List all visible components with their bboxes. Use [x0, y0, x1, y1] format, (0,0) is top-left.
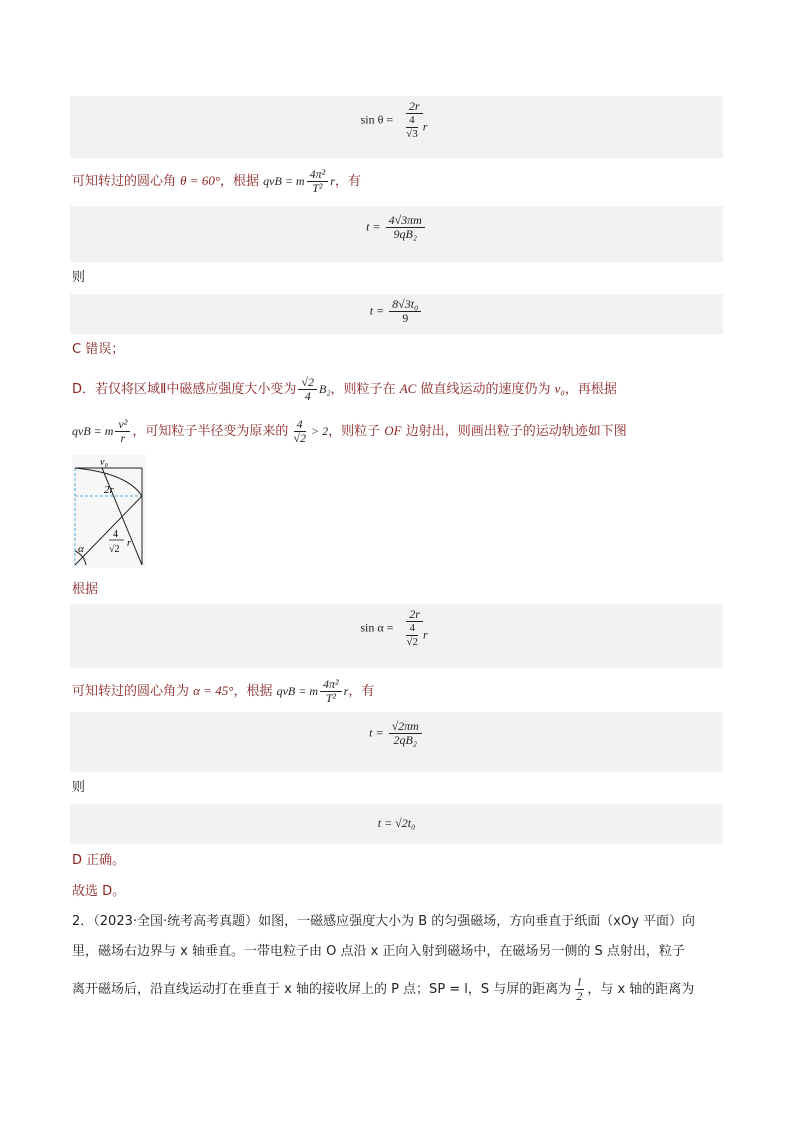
text-then-1: 则 — [72, 270, 86, 285]
svg-text:r: r — [127, 538, 131, 549]
equation-t-3: t = $\frac{√2\pi m}{\text{2qB₂}}$ — [70, 720, 723, 747]
text-option-d-1: D．若仅将区域Ⅱ中磁感应强度大小变为 $\frac{√2}{4}$ B₂，则粒子在 AC 做直线运动的速度仍为 v₀，再根据 — [72, 375, 617, 403]
svg-text:2r: 2r — [104, 484, 114, 496]
text-angle-60: 可知转过的圆心角 θ = 60°，根据 qvB = m $\frac{\text{4π²}}{\text{T²}}$ r，有 — [72, 167, 361, 195]
svg-text:α: α — [78, 543, 84, 555]
equation-t-1: t = $\frac{4√3\pi m}{\text{9qB₂}}$ — [70, 214, 723, 241]
text-angle-45: 可知转过的圆心角为 α = 45°，根据 qvB = m $\frac{\text{4π²}}{\text{T²}}$ r，有 — [72, 677, 375, 705]
svg-text:v₀: v₀ — [100, 457, 108, 468]
text-then-2: 则 — [72, 780, 86, 795]
trajectory-figure — [72, 455, 146, 568]
equation-sin-alpha: sin α = 2r $\frac{4}{√2}$ r — [360, 607, 428, 648]
text-according-to: 根据 — [72, 582, 99, 597]
svg-text:4: 4 — [113, 529, 118, 540]
equation-t-4: t = √2t₀ — [377, 816, 416, 830]
text-option-d-2: qvB = m $\frac{\text{v²}}{r}$ ，可知粒子半径变为原来的 $\frac{4}{√2}$ > 2，则粒子 OF 边射出，则画出粒子的运动轨迹如下图 — [72, 417, 627, 445]
question-2-line-3: 离开磁场后，沿直线运动打在垂直于 x 轴的接收屏上的 P 点；SP = l，S 与屏的距离为 $\frac{l}{2}$ ，与 x 轴的距离为 — [72, 975, 695, 1003]
text-answer: 故选 D。 — [72, 884, 126, 899]
question-2-line-2: 里，磁场右边界与 x 轴垂直。一带电粒子由 O 点沿 x 正向入射到磁场中，在磁场另一侧的 S 点射出，粒子 — [72, 944, 685, 959]
text-c-wrong: C 错误； — [72, 342, 125, 357]
equation-sin-theta: sin θ = 2r $\frac{4}{√3}$ r — [360, 99, 428, 140]
question-2-line-1: 2．（2023·全国·统考高考真题）如图，一磁感应强度大小为 B 的匀强磁场，方向垂直于纸面（xOy 平面）向 — [72, 914, 696, 929]
svg-text:√2: √2 — [109, 544, 120, 555]
equation-t-2: t = $\frac{\text{8√3t₀}}{9}$ — [70, 298, 723, 325]
text-d-right: D 正确。 — [72, 853, 126, 868]
